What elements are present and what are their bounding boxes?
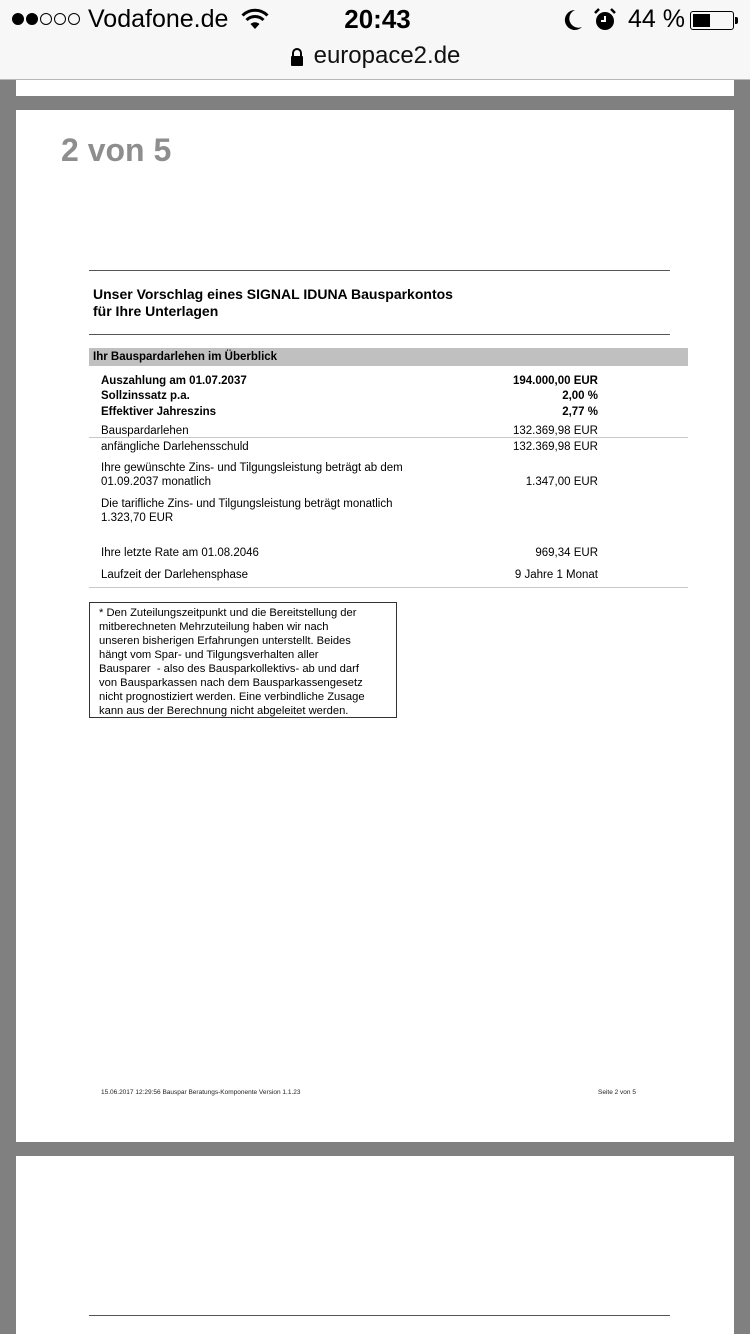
document-footer-page: Seite 2 von 5 bbox=[598, 1089, 636, 1096]
status-bar bbox=[0, 0, 750, 40]
clock: 20:43 bbox=[344, 4, 411, 34]
divider bbox=[89, 270, 670, 271]
battery-percent: 44 % bbox=[628, 5, 685, 33]
page-counter: 2 von 5 bbox=[61, 132, 172, 168]
document-title: Unser Vorschlag eines SIGNAL IDUNA Bausparkontos für Ihre Unterlagen bbox=[93, 286, 453, 319]
battery-icon bbox=[690, 11, 734, 30]
disclaimer-box: * Den Zuteilungszeitpunkt und die Bereitstellung der mitberechneten Mehrzuteilung haben wir nach unseren bisherigen Erfahrungen unterstellt. Beides hängt vom Spar- und Tilgungsverhalten aller Bausparer - also des Bausparkollektivs- ab und darf von Bausparkassen nach dem Bausparkassengesetz nicht prognostiziert werden. Eine verbindliche Zusage kann aus der Berechnung nicht abgeleitet werden. bbox=[89, 602, 397, 718]
divider bbox=[89, 587, 688, 588]
carrier-name: Vodafone.de bbox=[88, 5, 229, 33]
pdf-page-current[interactable]: 2 von 5 Unser Vorschlag eines SIGNAL IDUNA Bausparkontos für Ihre Unterlagen Ihr Bauspardarlehen im Überblick Auszahlung am 01.07.2037 194.000,00 EUR Sollzinssatz p.a. 2,00 % Effektiver Jahreszins 2,77 % Bauspardarlehen 132.369,98 EUR anfängliche Darlehensschuld 132.369,98 EUR Ihre gewünschte Zins- und Tilgungsleistung beträgt ab dem 01.09.2037 monatlich 1.347,00 EUR Die tarifliche Zins- und Tilgungsleistung beträgt monatlich 1.323,70 EUR Ihre letzte Rate am 01.08.2046 969,34 EUR Laufzeit der Darlehensphase 9 Jahre 1 Monat * Den Zuteilungszeitpunkt und die Bereitstellung der mitberechneten Mehrzuteilung haben wir nach unseren bisherigen Erfahrungen unterstellt. Beides hängt vom Spar- und Tilgungsverhalten aller Bausparer - also des Bausparkollektivs- ab und darf von Bausparkassen nach dem Bausparkassengesetz nicht prognostiziert werden. Eine verbindliche Zusage kann aus der Berechnung nicht abgeleitet werden. 15.06.2017 12:29:56 Bauspar Beratungs-Komponente Version 1.1.23 Seite 2 von 5 bbox=[16, 110, 734, 1142]
divider bbox=[89, 437, 688, 438]
divider bbox=[89, 334, 670, 335]
divider bbox=[89, 1315, 670, 1316]
address-bar[interactable] bbox=[0, 40, 750, 72]
alarm-clock-icon bbox=[594, 8, 616, 32]
document-footer-timestamp: 15.06.2017 12:29:56 Bauspar Beratungs-Komponente Version 1.1.23 bbox=[101, 1089, 301, 1096]
detail-row-tarifliche-leistung: Die tarifliche Zins- und Tilgungsleistung beträgt monatlich 1.323,70 EUR bbox=[101, 498, 393, 524]
pdf-page-next[interactable] bbox=[16, 1156, 734, 1334]
lock-icon bbox=[290, 48, 304, 66]
browser-top-bar bbox=[0, 0, 750, 80]
url-text[interactable]: europace2.de bbox=[313, 42, 461, 69]
section-header: Ihr Bauspardarlehen im Überblick bbox=[89, 348, 688, 366]
detail-row-gewuenschte-leistung: Ihre gewünschte Zins- und Tilgungsleistung beträgt ab dem 01.09.2037 monatlich 1.347,00 EUR bbox=[101, 462, 598, 488]
moon-icon bbox=[561, 8, 583, 32]
